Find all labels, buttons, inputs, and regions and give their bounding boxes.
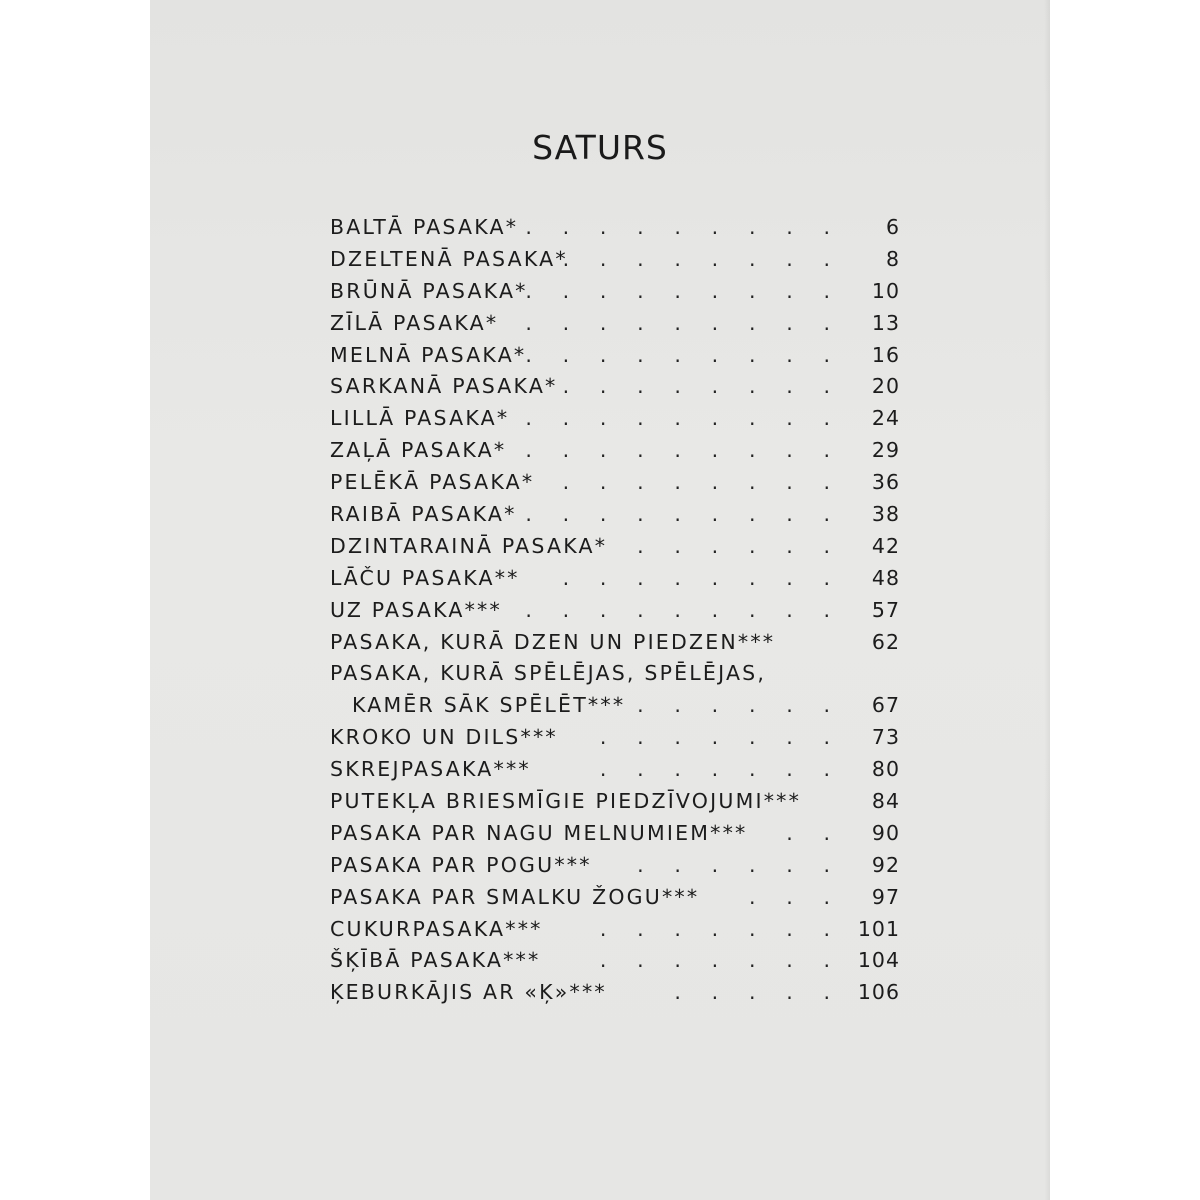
- toc-entry-title: KROKO UN DILS***: [330, 725, 558, 750]
- dot-leader: . . . . . . . . .: [525, 342, 830, 367]
- toc-entry-title: ZĪLĀ PASAKA*: [330, 310, 499, 335]
- toc-entry: [330, 658, 900, 690]
- toc-entry-title: ĶEBURKĀJIS AR «Ķ»***: [330, 980, 607, 1005]
- toc-entry-title: BRŪNĀ PASAKA*: [330, 278, 528, 303]
- dot-leader: . . . . . . .: [599, 757, 830, 782]
- toc-entry: [330, 563, 900, 595]
- dot-leader: . . .: [748, 884, 830, 909]
- toc-entry-page-number: 48: [871, 565, 900, 590]
- dot-leader: . . . . . . .: [599, 916, 830, 941]
- toc-entry: [330, 818, 900, 850]
- dot-leader: . . . . . . . . .: [525, 502, 830, 527]
- dot-leader: . . . . . . . . .: [525, 310, 830, 335]
- dot-leader: . . . . . .: [637, 533, 830, 558]
- dot-leader: . . . . . . .: [599, 725, 830, 750]
- toc-entry-page-number: 10: [871, 278, 900, 303]
- toc-entry-page-number: 8: [885, 246, 900, 271]
- toc-entry-title: PASAKA PAR POGU***: [330, 852, 592, 877]
- toc-entry-title: PASAKA PAR NAGU MELNUMIEM***: [330, 820, 748, 845]
- toc-entry: [330, 945, 900, 977]
- toc-entry-title: SARKANĀ PASAKA*: [330, 374, 558, 399]
- toc-entry-page-number: 84: [871, 789, 900, 814]
- toc-entry: [330, 435, 900, 467]
- toc-entry-page-number: 36: [871, 470, 900, 495]
- dot-leader: . . . . . . . .: [562, 374, 830, 399]
- toc-entry-page-number: 38: [871, 502, 900, 527]
- toc-entry-title: DZINTARAINĀ PASAKA*: [330, 533, 608, 558]
- dot-leader: . . . . . . . . .: [525, 215, 830, 239]
- toc-entry: [330, 627, 900, 659]
- toc-entry: [330, 499, 900, 531]
- toc-entry-title: BALTĀ PASAKA*: [330, 215, 519, 239]
- toc-entry-title: UZ PASAKA***: [330, 597, 502, 622]
- toc-entry-title: PASAKA, KURĀ SPĒLĒJAS, SPĒLĒJAS,: [330, 661, 767, 686]
- toc-entry-page-number: 80: [871, 757, 900, 782]
- toc-entry: [330, 882, 900, 914]
- toc-entry-page-number: 24: [871, 406, 900, 431]
- dot-leader: . . . . .: [674, 980, 830, 1005]
- toc-entry-title: PASAKA, KURĀ DZEN UN PIEDZEN***: [330, 629, 776, 654]
- toc-entry: [330, 244, 900, 276]
- toc-entry: [330, 754, 900, 786]
- dot-leader: . . . . . . . .: [562, 470, 830, 495]
- toc-entry-title: DZELTENĀ PASAKA*: [330, 246, 568, 271]
- toc-entry: [330, 467, 900, 499]
- toc-entry-page-number: 29: [871, 438, 900, 463]
- toc-entry-page-number: 97: [871, 884, 900, 909]
- toc-entry: [330, 722, 900, 754]
- dot-leader: . . . . . . .: [599, 948, 830, 973]
- book-page: [150, 0, 1050, 1200]
- toc-entry: [330, 276, 900, 308]
- toc-entry-title: MELNĀ PASAKA*: [330, 342, 527, 367]
- toc-entry: [330, 977, 900, 1009]
- toc-entry-title: ŠĶĪBĀ PASAKA***: [330, 948, 541, 973]
- toc-entry-title: PUTEKĻA BRIESMĪGIE PIEDZĪVOJUMI***: [330, 789, 802, 814]
- toc-entry-page-number: 67: [871, 693, 900, 718]
- toc-entry-page-number: 92: [871, 852, 900, 877]
- dot-leader: . . . . . . . . .: [525, 278, 830, 303]
- toc-entry-page-number: 57: [871, 597, 900, 622]
- toc-entry-page-number: 101: [857, 916, 900, 941]
- toc-entry-page-number: 62: [871, 629, 900, 654]
- toc-entry-page-number: 42: [871, 533, 900, 558]
- toc-entry: [330, 914, 900, 946]
- toc-entry-title: LĀČU PASAKA**: [330, 565, 520, 590]
- toc-entry: [330, 690, 900, 722]
- toc-entry: [330, 786, 900, 818]
- toc-entry: [330, 212, 900, 244]
- dot-leader: . . . . . .: [637, 693, 830, 718]
- toc-entry: [330, 308, 900, 340]
- dot-leader: . . . . . . . . .: [525, 597, 830, 622]
- toc-entry: [330, 595, 900, 627]
- toc-entry: [330, 371, 900, 403]
- dot-leader: . . . . . . . . .: [525, 406, 830, 431]
- toc-entry: [330, 403, 900, 435]
- dot-leader: . . . . . . . . .: [525, 438, 830, 463]
- toc-entry-page-number: 90: [871, 820, 900, 845]
- table-of-contents: [330, 212, 900, 1009]
- toc-entry-page-number: 6: [885, 215, 900, 239]
- toc-entry-page-number: 16: [871, 342, 900, 367]
- toc-entry: [330, 340, 900, 372]
- toc-entry: [330, 850, 900, 882]
- dot-leader: . .: [786, 820, 830, 845]
- dot-leader: . . . . . .: [637, 852, 830, 877]
- toc-entry-page-number: 104: [857, 948, 900, 973]
- toc-entry-page-number: 106: [857, 980, 900, 1005]
- toc-entry: [330, 531, 900, 563]
- toc-entry-title: SKREJPASAKA***: [330, 757, 531, 782]
- toc-entry-page-number: 20: [871, 374, 900, 399]
- toc-entry-page-number: 13: [871, 310, 900, 335]
- toc-entry-title: ZAĻĀ PASAKA*: [330, 438, 507, 463]
- toc-entry-title: LILLĀ PASAKA*: [330, 406, 510, 431]
- dot-leader: . . . . . . . .: [562, 246, 830, 271]
- page-title: SATURS: [532, 128, 668, 167]
- toc-entry-title: CUKURPASAKA***: [330, 916, 543, 941]
- toc-entry-title: PELĒKĀ PASAKA*: [330, 470, 535, 495]
- toc-entry-title: PASAKA PAR SMALKU ŽOGU***: [330, 884, 700, 909]
- toc-entry-page-number: 73: [871, 725, 900, 750]
- toc-entry-title: KAMĒR SĀK SPĒLĒT***: [352, 693, 626, 718]
- dot-leader: . . . . . . . .: [562, 565, 830, 590]
- toc-entry-title: RAIBĀ PASAKA*: [330, 502, 517, 527]
